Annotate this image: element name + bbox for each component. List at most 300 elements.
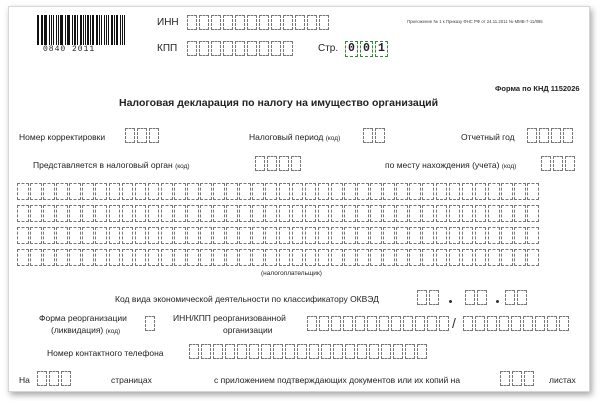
char-cell[interactable]	[527, 249, 539, 266]
tax-period-field[interactable]	[363, 128, 387, 143]
char-cell[interactable]	[475, 227, 487, 244]
char-cell[interactable]	[273, 344, 283, 359]
char-cell[interactable]	[265, 227, 277, 244]
char-cell[interactable]	[187, 15, 197, 30]
char-cell[interactable]	[187, 205, 199, 222]
char-cell[interactable]	[524, 371, 534, 386]
char-cell[interactable]	[223, 41, 233, 56]
correction-number-field[interactable]	[125, 128, 161, 143]
char-cell[interactable]	[396, 183, 408, 200]
char-cell[interactable]	[161, 249, 173, 266]
char-cell[interactable]	[501, 205, 513, 222]
char-cell[interactable]	[37, 371, 47, 386]
barcode-bar	[101, 15, 102, 45]
char-cell[interactable]	[201, 344, 211, 359]
inn-field[interactable]	[187, 15, 331, 30]
char-cell[interactable]	[265, 205, 277, 222]
char-cell[interactable]	[297, 344, 307, 359]
char-cell[interactable]	[109, 183, 121, 200]
char-cell[interactable]	[331, 183, 343, 200]
char-cell[interactable]	[309, 344, 319, 359]
char-cell[interactable]	[488, 205, 500, 222]
char-cell[interactable]	[541, 156, 551, 171]
char-cell[interactable]	[383, 183, 395, 200]
char-cell[interactable]	[148, 183, 160, 200]
char-cell[interactable]	[547, 316, 557, 331]
char-cell[interactable]	[279, 183, 291, 200]
okved-field-1[interactable]	[417, 290, 441, 305]
char-cell[interactable]	[422, 227, 434, 244]
char-cell[interactable]	[95, 227, 107, 244]
reorg-form-field[interactable]	[145, 316, 157, 331]
char-cell[interactable]	[56, 205, 68, 222]
char-cell[interactable]	[199, 15, 209, 30]
char-cell[interactable]	[367, 316, 377, 331]
char-cell[interactable]	[551, 128, 561, 143]
char-cell[interactable]	[383, 249, 395, 266]
okved-field-3[interactable]	[505, 290, 529, 305]
char-cell[interactable]	[417, 290, 427, 305]
char-cell[interactable]	[357, 344, 367, 359]
char-cell[interactable]	[512, 371, 522, 386]
char-cell[interactable]	[239, 227, 251, 244]
char-cell[interactable]	[318, 249, 330, 266]
char-cell[interactable]	[161, 183, 173, 200]
char-cell[interactable]	[422, 205, 434, 222]
char-cell[interactable]	[370, 205, 382, 222]
char-cell[interactable]	[514, 183, 526, 200]
char-cell[interactable]	[527, 227, 539, 244]
char-cell[interactable]	[285, 344, 295, 359]
char-cell[interactable]	[56, 227, 68, 244]
char-cell[interactable]	[415, 316, 425, 331]
char-cell[interactable]	[135, 183, 147, 200]
char-cell[interactable]	[226, 227, 238, 244]
char-cell[interactable]	[267, 156, 277, 171]
char-cell[interactable]	[235, 41, 245, 56]
char-cell[interactable]	[565, 156, 575, 171]
char-cell[interactable]	[56, 183, 68, 200]
char-cell[interactable]	[487, 316, 497, 331]
char-cell[interactable]	[135, 205, 147, 222]
char-cell[interactable]	[252, 249, 264, 266]
tax-authority-label	[33, 160, 190, 170]
char-cell[interactable]	[82, 183, 94, 200]
char-cell[interactable]	[292, 249, 304, 266]
char-cell[interactable]	[344, 249, 356, 266]
page-label: Стр.	[318, 43, 339, 54]
char-cell[interactable]	[291, 156, 301, 171]
char-cell[interactable]	[30, 183, 42, 200]
char-cell[interactable]	[17, 205, 29, 222]
char-cell[interactable]	[439, 316, 449, 331]
char-cell[interactable]	[523, 316, 533, 331]
char-cell[interactable]	[475, 249, 487, 266]
phone-field[interactable]	[189, 344, 429, 359]
char-cell[interactable]	[488, 183, 500, 200]
char-cell[interactable]	[462, 205, 474, 222]
char-cell[interactable]	[125, 128, 135, 143]
char-cell[interactable]	[427, 316, 437, 331]
reporting-year-field[interactable]	[527, 128, 575, 143]
char-cell[interactable]	[43, 205, 55, 222]
char-cell[interactable]	[475, 316, 485, 331]
char-cell[interactable]	[235, 15, 245, 30]
char-cell[interactable]	[396, 205, 408, 222]
char-cell[interactable]	[247, 41, 257, 56]
barcode-bar	[108, 15, 109, 45]
char-cell[interactable]	[370, 227, 382, 244]
char-cell[interactable]	[321, 344, 331, 359]
char-cell[interactable]	[475, 205, 487, 222]
char-cell[interactable]	[109, 249, 121, 266]
char-cell[interactable]	[174, 183, 186, 200]
pages-count-field[interactable]	[37, 371, 73, 386]
char-cell[interactable]	[271, 15, 281, 30]
char-cell[interactable]	[261, 344, 271, 359]
char-cell[interactable]	[252, 227, 264, 244]
taxpayer-name-row[interactable]	[17, 249, 540, 266]
char-cell[interactable]	[239, 249, 251, 266]
char-cell[interactable]	[199, 41, 209, 56]
char-cell[interactable]	[553, 156, 563, 171]
char-cell[interactable]	[307, 316, 317, 331]
char-cell[interactable]	[393, 344, 403, 359]
char-cell[interactable]	[145, 316, 155, 331]
reorg-kpp-field[interactable]	[463, 316, 571, 331]
char-cell[interactable]	[344, 183, 356, 200]
char-cell[interactable]	[135, 249, 147, 266]
char-cell[interactable]	[252, 183, 264, 200]
char-cell[interactable]	[135, 227, 147, 244]
char-cell[interactable]	[187, 249, 199, 266]
char-cell[interactable]	[409, 249, 421, 266]
char-cell[interactable]	[200, 227, 212, 244]
char-cell[interactable]	[357, 205, 369, 222]
char-cell[interactable]	[501, 227, 513, 244]
char-cell[interactable]	[200, 183, 212, 200]
taxpayer-name-row[interactable]	[17, 183, 540, 200]
declaration-form	[8, 6, 590, 392]
char-cell[interactable]	[383, 227, 395, 244]
char-cell[interactable]	[449, 205, 461, 222]
char-cell[interactable]	[331, 316, 341, 331]
char-cell[interactable]	[49, 371, 59, 386]
char-cell[interactable]	[279, 227, 291, 244]
char-cell[interactable]	[488, 249, 500, 266]
pages-label: страницах	[111, 375, 152, 385]
char-cell[interactable]	[305, 249, 317, 266]
barcode-bar	[87, 15, 89, 45]
char-cell[interactable]	[505, 290, 515, 305]
char-cell[interactable]	[475, 183, 487, 200]
char-cell[interactable]	[559, 316, 569, 331]
char-cell[interactable]	[357, 183, 369, 200]
char-cell[interactable]	[295, 15, 305, 30]
char-cell[interactable]	[501, 183, 513, 200]
char-cell[interactable]	[247, 15, 257, 30]
page-number-field[interactable]	[345, 41, 390, 57]
char-cell[interactable]	[357, 249, 369, 266]
barcode-bar	[116, 15, 118, 45]
char-cell[interactable]	[449, 227, 461, 244]
char-cell[interactable]	[137, 128, 147, 143]
char-cell[interactable]	[343, 316, 353, 331]
char-cell[interactable]	[69, 205, 81, 222]
char-cell[interactable]	[517, 290, 527, 305]
char-cell[interactable]	[319, 316, 329, 331]
char-cell[interactable]	[405, 344, 415, 359]
char-cell[interactable]	[255, 156, 265, 171]
char-cell[interactable]	[187, 183, 199, 200]
char-cell[interactable]	[318, 183, 330, 200]
barcode-bar	[92, 15, 94, 45]
char-cell[interactable]	[82, 227, 94, 244]
char-cell[interactable]	[109, 205, 121, 222]
char-cell[interactable]	[331, 249, 343, 266]
char-cell[interactable]	[403, 316, 413, 331]
barcode-bar	[124, 15, 125, 45]
char-cell[interactable]	[305, 227, 317, 244]
char-cell[interactable]	[226, 205, 238, 222]
char-cell[interactable]	[174, 249, 186, 266]
char-cell[interactable]	[331, 205, 343, 222]
char-cell[interactable]	[174, 205, 186, 222]
char-cell[interactable]	[463, 316, 473, 331]
char-cell[interactable]	[122, 249, 134, 266]
char-cell[interactable]	[422, 249, 434, 266]
char-cell[interactable]	[305, 205, 317, 222]
form-title: Налоговая декларация по налогу на имущество организаций	[119, 97, 439, 109]
char-cell[interactable]	[283, 15, 293, 30]
char-cell[interactable]	[514, 249, 526, 266]
char-cell[interactable]	[200, 205, 212, 222]
char-cell[interactable]	[122, 227, 134, 244]
char-cell[interactable]	[161, 227, 173, 244]
kpp-field[interactable]	[187, 41, 295, 56]
char-cell[interactable]	[527, 183, 539, 200]
char-cell[interactable]	[223, 15, 233, 30]
char-cell[interactable]	[265, 183, 277, 200]
location-field[interactable]	[541, 156, 577, 171]
char-cell[interactable]	[535, 316, 545, 331]
inn-kpp-reorg-label-line1: ИНН/КПП реорганизованной	[173, 313, 286, 323]
char-cell[interactable]	[239, 205, 251, 222]
char-cell[interactable]	[82, 205, 94, 222]
char-cell[interactable]	[148, 205, 160, 222]
char-cell[interactable]	[409, 183, 421, 200]
reorg-inn-field[interactable]	[307, 316, 451, 331]
char-cell[interactable]	[279, 205, 291, 222]
correction-number-label: Номер корректировки	[19, 132, 106, 142]
char-cell[interactable]	[499, 316, 509, 331]
char-cell[interactable]	[436, 205, 448, 222]
char-cell[interactable]	[56, 249, 68, 266]
char-cell[interactable]	[259, 41, 269, 56]
char-cell[interactable]	[225, 344, 235, 359]
char-cell[interactable]	[213, 205, 225, 222]
char-cell[interactable]	[279, 156, 289, 171]
char-cell[interactable]	[429, 290, 439, 305]
char-cell[interactable]	[283, 41, 293, 56]
char-cell[interactable]	[436, 249, 448, 266]
barcode-bar	[58, 15, 60, 45]
char-cell[interactable]	[43, 249, 55, 266]
char-cell[interactable]	[488, 227, 500, 244]
char-cell[interactable]	[436, 227, 448, 244]
char-cell[interactable]	[344, 205, 356, 222]
char-cell[interactable]	[462, 183, 474, 200]
tax-authority-code: (код)	[175, 163, 190, 170]
barcode-bar	[53, 15, 54, 45]
char-cell[interactable]	[344, 227, 356, 244]
char-cell[interactable]	[462, 249, 474, 266]
char-cell[interactable]	[61, 371, 71, 386]
reorg-form-label-line2	[51, 325, 120, 335]
char-cell[interactable]	[477, 290, 487, 305]
char-cell[interactable]	[409, 227, 421, 244]
char-cell[interactable]	[379, 316, 389, 331]
char-cell[interactable]	[30, 227, 42, 244]
char-cell[interactable]	[563, 128, 573, 143]
char-cell[interactable]	[17, 249, 29, 266]
tax-authority-text: Представляется в налоговый орган	[33, 160, 173, 170]
char-cell[interactable]	[213, 344, 223, 359]
char-cell[interactable]	[417, 344, 427, 359]
char-cell[interactable]	[237, 344, 247, 359]
char-cell[interactable]	[381, 344, 391, 359]
char-cell[interactable]	[252, 205, 264, 222]
char-cell[interactable]	[511, 316, 521, 331]
char-cell[interactable]	[189, 344, 199, 359]
tax-authority-field[interactable]	[255, 156, 303, 171]
char-cell[interactable]	[271, 41, 281, 56]
char-cell[interactable]	[292, 183, 304, 200]
char-cell[interactable]	[345, 344, 355, 359]
okved-field-2[interactable]	[465, 290, 489, 305]
attachment-sheets-field[interactable]	[500, 371, 536, 386]
char-cell[interactable]	[465, 290, 475, 305]
char-cell[interactable]	[249, 344, 259, 359]
barcode	[37, 15, 127, 45]
char-cell[interactable]	[357, 227, 369, 244]
char-cell[interactable]	[462, 227, 474, 244]
char-cell[interactable]	[514, 205, 526, 222]
char-cell[interactable]	[109, 227, 121, 244]
char-cell[interactable]	[265, 249, 277, 266]
taxpayer-name-row[interactable]	[17, 205, 540, 222]
char-cell[interactable]	[391, 316, 401, 331]
char-cell[interactable]	[501, 249, 513, 266]
char-cell[interactable]	[409, 205, 421, 222]
taxpayer-name-row[interactable]	[17, 227, 540, 244]
char-cell[interactable]	[69, 249, 81, 266]
char-cell[interactable]	[122, 205, 134, 222]
location-text: по месту нахождения (учета)	[385, 160, 500, 170]
char-cell[interactable]	[161, 205, 173, 222]
char-cell[interactable]	[148, 249, 160, 266]
char-cell[interactable]	[333, 344, 343, 359]
char-cell[interactable]	[259, 15, 269, 30]
char-cell[interactable]	[396, 249, 408, 266]
char-cell[interactable]	[43, 183, 55, 200]
char-cell[interactable]	[383, 205, 395, 222]
char-cell[interactable]	[239, 183, 251, 200]
char-cell[interactable]	[514, 227, 526, 244]
char-cell[interactable]	[436, 183, 448, 200]
reporting-year-label: Отчетный год	[461, 132, 515, 142]
char-cell[interactable]	[307, 15, 317, 30]
char-cell[interactable]	[17, 183, 29, 200]
char-cell[interactable]	[375, 128, 385, 143]
char-cell[interactable]	[500, 371, 510, 386]
char-cell[interactable]	[226, 183, 238, 200]
char-cell[interactable]	[200, 249, 212, 266]
barcode-bar	[67, 15, 68, 45]
char-cell[interactable]	[279, 249, 291, 266]
char-cell[interactable]	[122, 183, 134, 200]
char-cell[interactable]	[211, 15, 221, 30]
char-cell[interactable]	[292, 227, 304, 244]
char-cell[interactable]	[17, 227, 29, 244]
char-cell[interactable]	[422, 183, 434, 200]
char-cell[interactable]	[331, 227, 343, 244]
char-cell[interactable]	[355, 316, 365, 331]
char-cell[interactable]	[213, 249, 225, 266]
char-cell[interactable]	[305, 183, 317, 200]
char-cell[interactable]	[174, 227, 186, 244]
char-cell[interactable]	[43, 227, 55, 244]
char-cell[interactable]	[527, 205, 539, 222]
char-cell[interactable]	[187, 227, 199, 244]
char-cell[interactable]	[95, 183, 107, 200]
char-cell[interactable]	[396, 227, 408, 244]
char-cell[interactable]	[292, 205, 304, 222]
barcode-bar	[77, 15, 78, 45]
barcode-bar	[68, 15, 70, 45]
char-cell[interactable]	[318, 205, 330, 222]
char-cell[interactable]	[449, 249, 461, 266]
reorg-form-code: (код)	[105, 328, 121, 335]
char-cell[interactable]	[30, 205, 42, 222]
appendix-note: Приложение № 1 к Приказу ФНС РФ от 24.11.2011 № ММВ-7-11/895	[407, 19, 543, 24]
char-cell[interactable]	[95, 249, 107, 266]
char-cell[interactable]	[527, 128, 537, 143]
char-cell[interactable]	[69, 183, 81, 200]
barcode-bar	[80, 15, 82, 45]
char-cell[interactable]	[370, 249, 382, 266]
char-cell[interactable]	[69, 227, 81, 244]
char-cell[interactable]	[95, 205, 107, 222]
char-cell[interactable]	[318, 227, 330, 244]
char-cell[interactable]	[226, 249, 238, 266]
char-cell[interactable]	[319, 15, 329, 30]
char-cell[interactable]	[363, 128, 373, 143]
barcode-bar	[65, 15, 66, 45]
char-cell[interactable]	[187, 41, 197, 56]
char-cell[interactable]	[369, 344, 379, 359]
char-cell[interactable]	[213, 183, 225, 200]
char-cell[interactable]	[30, 249, 42, 266]
char-cell[interactable]	[148, 227, 160, 244]
char-cell[interactable]	[82, 249, 94, 266]
char-cell[interactable]	[149, 128, 159, 143]
char-cell[interactable]	[449, 183, 461, 200]
char-cell[interactable]	[539, 128, 549, 143]
char-cell[interactable]	[211, 41, 221, 56]
char-cell[interactable]	[213, 227, 225, 244]
char-cell[interactable]	[370, 183, 382, 200]
